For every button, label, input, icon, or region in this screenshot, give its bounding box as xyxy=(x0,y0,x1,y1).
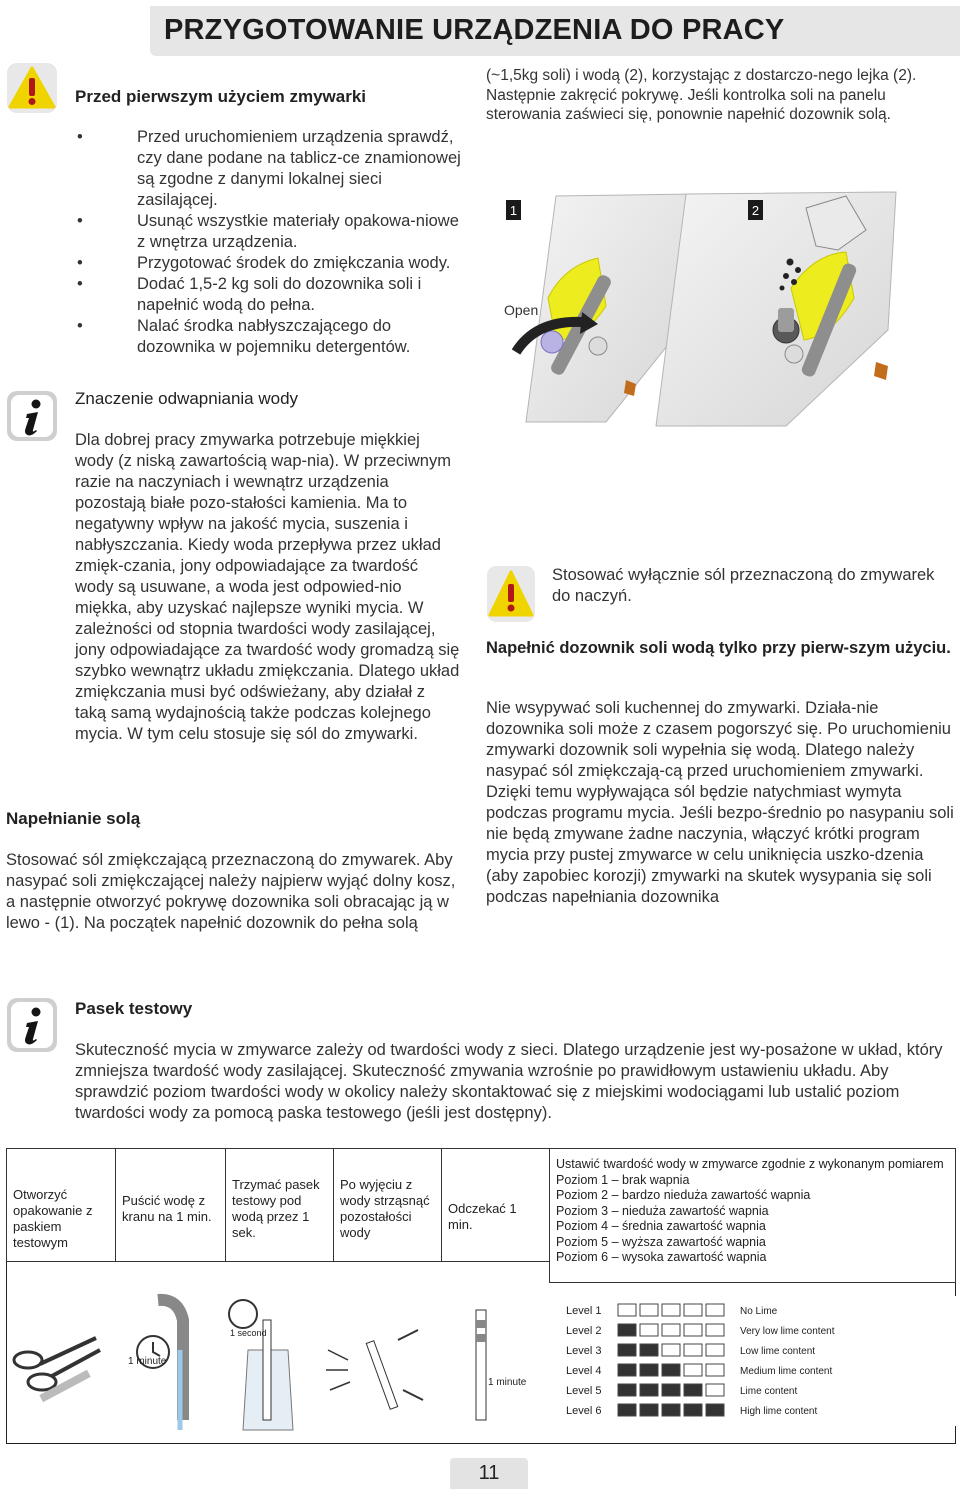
salt-continuation: (~1,5kg soli) i wodą (2), korzystając z dostarczo-nego lejka (2). Następnie zakręcić pokrywę. Jeśli kontrolka soli na panelu sterowania zaświeci się, ponownie napełnić dozownik solą. xyxy=(486,67,917,123)
level-square xyxy=(662,1324,680,1336)
salt-heading: Napełnianie solą xyxy=(6,809,141,828)
level-square xyxy=(662,1384,680,1396)
hardness-levels-chart xyxy=(560,1296,956,1426)
wait-strip-icon xyxy=(476,1310,527,1420)
level-square xyxy=(618,1324,636,1336)
level-item: Poziom 2 – bardzo niedużа zawartość wapnia xyxy=(556,1188,811,1202)
softening-heading: Znaczenie odwapniania wody xyxy=(75,389,299,408)
shake-strip-icon xyxy=(326,1330,423,1409)
levels-intro: Ustawić twardość wody w zmywarce zgodnie z wykonanym pomiarem xyxy=(556,1157,944,1171)
one-minute-label: 1 minute xyxy=(128,1356,167,1367)
page-title: PRZYGOTOWANIE URZĄDZENIA DO PRACY xyxy=(164,14,785,46)
list-item: • Przed uruchomieniem urządzenia sprawdź, czy dane podane na tablicz-ce znamionowej są zgodne z danymi lokalnej sieci zasilającej. xyxy=(75,127,465,211)
level-description: Very low lime content xyxy=(740,1326,835,1337)
level-description: Lime content xyxy=(740,1386,798,1397)
level-label: Level 1 xyxy=(566,1305,602,1317)
bold-note: Napełnić dozownik soli wodą tylko przy pierw-szym użyciu. xyxy=(486,639,951,657)
level-square xyxy=(684,1364,702,1376)
test-strip-heading: Pasek testowy xyxy=(75,999,193,1018)
before-first-use-list xyxy=(75,127,465,358)
salt-body: Stosować sól zmiękczającą przeznaczoną do zmywarek. Aby nasypać soli zmiękczającej należy najpierw wyjąć dolny kosz, a następnie otworzyć pokrywę dozownika soli obracając ją w lewo - (1). Na początek napełnić dozownik do pełna solą xyxy=(6,851,456,932)
level-item: Poziom 5 – wyższa zawartość wapnia xyxy=(556,1234,766,1249)
step-cell: Otworzyć opakowanie z paskiem testowym xyxy=(6,1148,116,1262)
step-cell: Trzymać pasek testowy pod wodą przez 1 sek. xyxy=(225,1148,334,1262)
level-square xyxy=(684,1384,702,1396)
level-square xyxy=(706,1384,724,1396)
level-label: Level 2 xyxy=(566,1325,602,1337)
level-item: Poziom 3 – nieduża zawartość wapnia xyxy=(556,1203,769,1218)
level-square xyxy=(684,1344,702,1356)
level-square xyxy=(706,1404,724,1416)
level-square xyxy=(706,1344,724,1356)
level-description: Medium lime content xyxy=(740,1366,833,1377)
level-description: High lime content xyxy=(740,1406,818,1417)
level-description: No Lime xyxy=(740,1306,778,1317)
list-item: • Dodać 1,5-2 kg soli do dozownika soli i napełnić wodą do pełna. xyxy=(75,274,465,316)
level-square xyxy=(618,1304,636,1316)
level-item: Poziom 4 – średnia zawartość wapnia xyxy=(556,1219,766,1233)
level-square xyxy=(706,1364,724,1376)
level-square xyxy=(618,1384,636,1396)
level-description: Low lime content xyxy=(740,1346,816,1357)
page-number: 11 xyxy=(478,1462,500,1484)
one-second-label: 1 second xyxy=(230,1328,267,1338)
level-square xyxy=(640,1304,658,1316)
level-square xyxy=(684,1304,702,1316)
level-square xyxy=(640,1344,658,1356)
test-strip-body: Skuteczność mycia w zmywarce zależy od twardości wody z sieci. Dlatego urządzenie jest wy-posażone w układ, który zmniejsza twardość wody zasilającej. Skuteczność zmywania wzrośnie po prawidłowym ustawieniu układu. Aby sprawdzić poziom twardości wody w okolicy należy skontaktować się z miejskimi wodociągami lub ustalić poziom twardości wody za pomocą paska testowego (jeśli jest dostępny). xyxy=(75,1041,943,1122)
info-icon xyxy=(6,390,58,442)
strip-in-water-icon xyxy=(229,1300,293,1430)
before-first-use-heading: Przed pierwszym użyciem zmywarki xyxy=(75,87,367,106)
level-square xyxy=(684,1324,702,1336)
level-square xyxy=(618,1404,636,1416)
step-cell: Puścić wodę z kranu na 1 min. xyxy=(115,1148,226,1262)
level-square xyxy=(618,1344,636,1356)
level-label: Level 5 xyxy=(566,1385,602,1397)
level-square xyxy=(684,1404,702,1416)
step-cell: Po wyjęciu z wody strząsnąć pozostałości wody xyxy=(333,1148,442,1262)
level-label: Level 4 xyxy=(566,1365,602,1377)
one-minute-label: 1 minute xyxy=(488,1377,527,1388)
right-body: Nie wsypywać soli kuchennej do zmywarki. Działa-nie dozownika soli może z czasem pogorszyć się. Po uruchomieniu zmywarki dozownik soli wypełnia się wodą. Dlatego należy nasypać sól zmiękczają-cą przed uruchomieniem zmywarki. Dzięki temu wypływająca sól będzie natychmiast wymyta podczas programu mycia. Jeśli bezpo-średnio po nasypaniu soli nie będą zmywane żadne naczynia, włączyć krótki program mycia przy pustej zmywarce w celu uniknięcia uszko-dzenia (aby zapobiec korozji) zmywarki na skutek wysypania się soli podczas napełniania dozownika xyxy=(486,699,954,906)
level-square xyxy=(640,1404,658,1416)
list-item: • Usunąć wszystkie materiały opakowa-niowe z wnętrza urządzenia. xyxy=(75,211,465,253)
level-item: Poziom 6 – wysoka zawartość wapnia xyxy=(556,1250,767,1264)
open-label: Open xyxy=(504,302,539,318)
levels-text-cell xyxy=(549,1148,956,1283)
figure-label-2: 2 xyxy=(751,203,760,218)
level-square xyxy=(640,1364,658,1376)
warning-icon xyxy=(486,565,536,623)
level-square xyxy=(662,1364,680,1376)
level-square xyxy=(706,1324,724,1336)
softening-body: Dla dobrej pracy zmywarka potrzebuje miękkiej wody (z niską zawartością wap-nia). W przeciwnym razie na naczyniach i wewnątrz urządzenia pozostają białe pozo-stałości kamienia. Ma to negatywny wpływ na jakość mycia, suszenia i nabłyszczania. Kiedy woda przepływa przez układ zmięk-czania, jony odpowiadające za twardość wody są usuwane, a woda jest odpowied-nio miękka, aby uzyskać najlepsze wyniki mycia. W zależności od stopnia twardości wody zasilającej, jony odpowiadające za twardość wody gromadzą się szybko wewnątrz układu zmiękczania. Dlatego układ zmiękczania musi być odświeżany, aby działał z taką samą wydajnością także podczas kolejnego mycia. W tym celu stosuje się sól do zmywarki. xyxy=(75,431,460,743)
faucet-icon xyxy=(128,1300,183,1430)
level-square xyxy=(662,1344,680,1356)
level-item: Poziom 1 – brak wapnia xyxy=(556,1172,690,1187)
level-label: Level 3 xyxy=(566,1345,602,1357)
level-square xyxy=(662,1404,680,1416)
warning-icon xyxy=(6,62,58,114)
info-icon xyxy=(6,997,58,1053)
level-square xyxy=(662,1304,680,1316)
level-square xyxy=(706,1304,724,1316)
level-square xyxy=(640,1324,658,1336)
list-item: • Przygotować środek do zmiękczania wody. xyxy=(75,253,465,274)
scissors-icon xyxy=(14,1338,100,1402)
level-square xyxy=(640,1384,658,1396)
level-square xyxy=(618,1364,636,1376)
level-label: Level 6 xyxy=(566,1405,602,1417)
figure-label-1: 1 xyxy=(509,203,518,218)
list-item: • Nalać środka nabłyszczającego do dozownika w pojemniku detergentów. xyxy=(75,316,465,358)
test-steps-illustration xyxy=(8,1290,554,1440)
warning-text: Stosować wyłącznie sól przeznaczoną do zmywarek do naczyń. xyxy=(552,566,935,605)
step-cell: Odczekać 1 min. xyxy=(441,1148,550,1262)
salt-dispenser-figure xyxy=(486,190,960,428)
